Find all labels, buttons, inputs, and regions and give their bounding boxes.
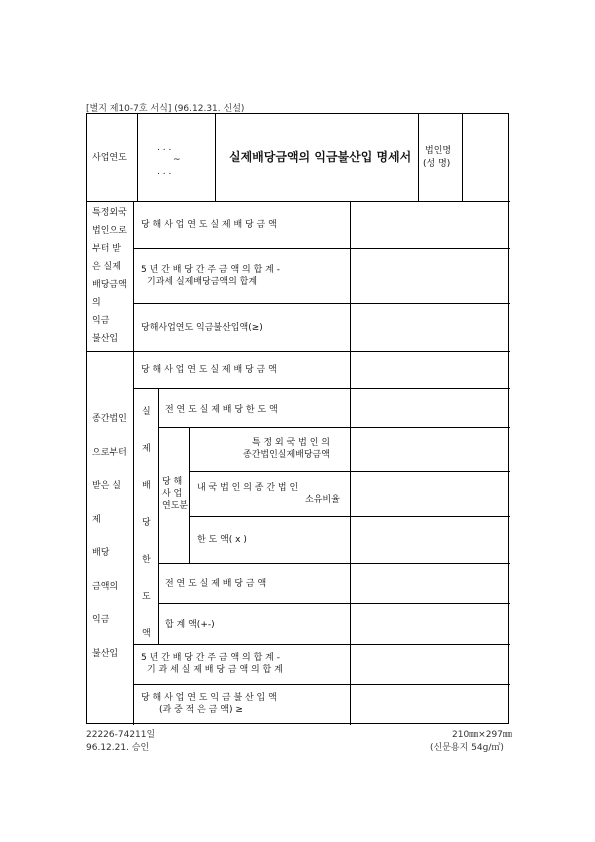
section2-five-year-deemed-dividend-label: 5 년 간 배 당 간 주 금 액 의 합 계 - 기 과 세 실 제 배 당 금 액 의 합 계 — [141, 653, 283, 675]
value-cell[interactable] — [351, 472, 509, 516]
form-table — [86, 113, 509, 724]
section2-current-year-actual-dividend-label: 당 해 사 업 연 도 실 제 배 당 금 액 — [141, 365, 277, 375]
divider — [189, 427, 190, 563]
section2-current-year-exclusion-label: 당 해 사 업 연 도 익 금 불 산 입 액 (과 중 적 은 금 액) ≥ — [141, 693, 277, 715]
period-end-field[interactable]: . . . — [157, 167, 172, 177]
paper-type: (신문용지 54g/㎡) — [430, 743, 504, 753]
value-cell[interactable] — [351, 685, 509, 724]
domestic-corp-ownership-ratio-label: 내 국 법 인 의 종 간 법 인 소유비율 — [197, 483, 340, 505]
current-year-exclusion-label: 당해사업연도 익금불산입액(≥) — [141, 323, 263, 333]
divider — [133, 201, 134, 725]
value-cell[interactable] — [351, 249, 509, 303]
value-cell[interactable] — [351, 645, 509, 684]
period-start-field[interactable]: . . . — [157, 143, 172, 153]
value-cell[interactable] — [351, 517, 509, 563]
section1-label: 특정외국 법인으로 부터 받 은 실제 배당금액 의 익금 불산입 — [92, 208, 127, 344]
value-cell[interactable] — [351, 564, 509, 603]
limit-amount-label: 한 도 액( x ) — [197, 535, 247, 545]
value-cell[interactable] — [351, 352, 509, 388]
value-cell[interactable] — [351, 428, 509, 471]
divider — [215, 114, 216, 201]
form-title: 실제배당금액의 익금불산입 명세서 — [229, 150, 412, 164]
value-cell[interactable] — [351, 304, 509, 351]
approval-date: 96.12.21. 승인 — [86, 743, 150, 753]
divider — [418, 114, 419, 201]
corporation-name-label: 법인명 — [425, 146, 452, 156]
prev-year-dividend-limit-label: 전 연 도 실 제 배 당 한 도 액 — [165, 405, 278, 415]
foreign-corp-intermediate-dividend-label: 특 정 외 국 법 인 의 종간법인실제배당금액 — [243, 438, 330, 460]
five-year-deemed-dividend-label: 5 년 간 배 당 간 주 금 액 의 합 계 - 기과세 실제배당금액의 합계 — [141, 265, 280, 287]
current-year-actual-dividend-label: 당 해 사 업 연 도 실 제 배 당 금 액 — [141, 220, 277, 230]
value-cell[interactable] — [351, 604, 509, 644]
divider — [137, 114, 138, 201]
form-code: 22226-74211일 — [86, 730, 156, 740]
section2-label: 종간법인 으로부터 받은 실 제 배당 금액의 익금 불산입 — [92, 414, 127, 659]
value-cell[interactable] — [351, 202, 509, 248]
current-year-portion-label: 당 해 사 업 연도분 — [162, 477, 189, 511]
paper-size: 210㎜×297㎜ — [452, 730, 512, 740]
corporation-name-field[interactable] — [463, 115, 509, 201]
business-year-label: 사업연도 — [92, 153, 127, 163]
value-cell[interactable] — [351, 389, 509, 427]
actual-dividend-limit-label: 실 제 배 당 한 도 액 — [142, 407, 151, 639]
form-number-header: [별지 제10-7호 서식] (96.12.31. 신설) — [86, 104, 245, 114]
period-tilde: ~ — [173, 155, 181, 165]
total-amount-label: 합 계 액(+-) — [165, 620, 215, 630]
representative-name-label: (성 명) — [423, 159, 451, 169]
prev-year-actual-dividend-label: 전 연 도 실 제 배 당 금 액 — [165, 579, 267, 589]
